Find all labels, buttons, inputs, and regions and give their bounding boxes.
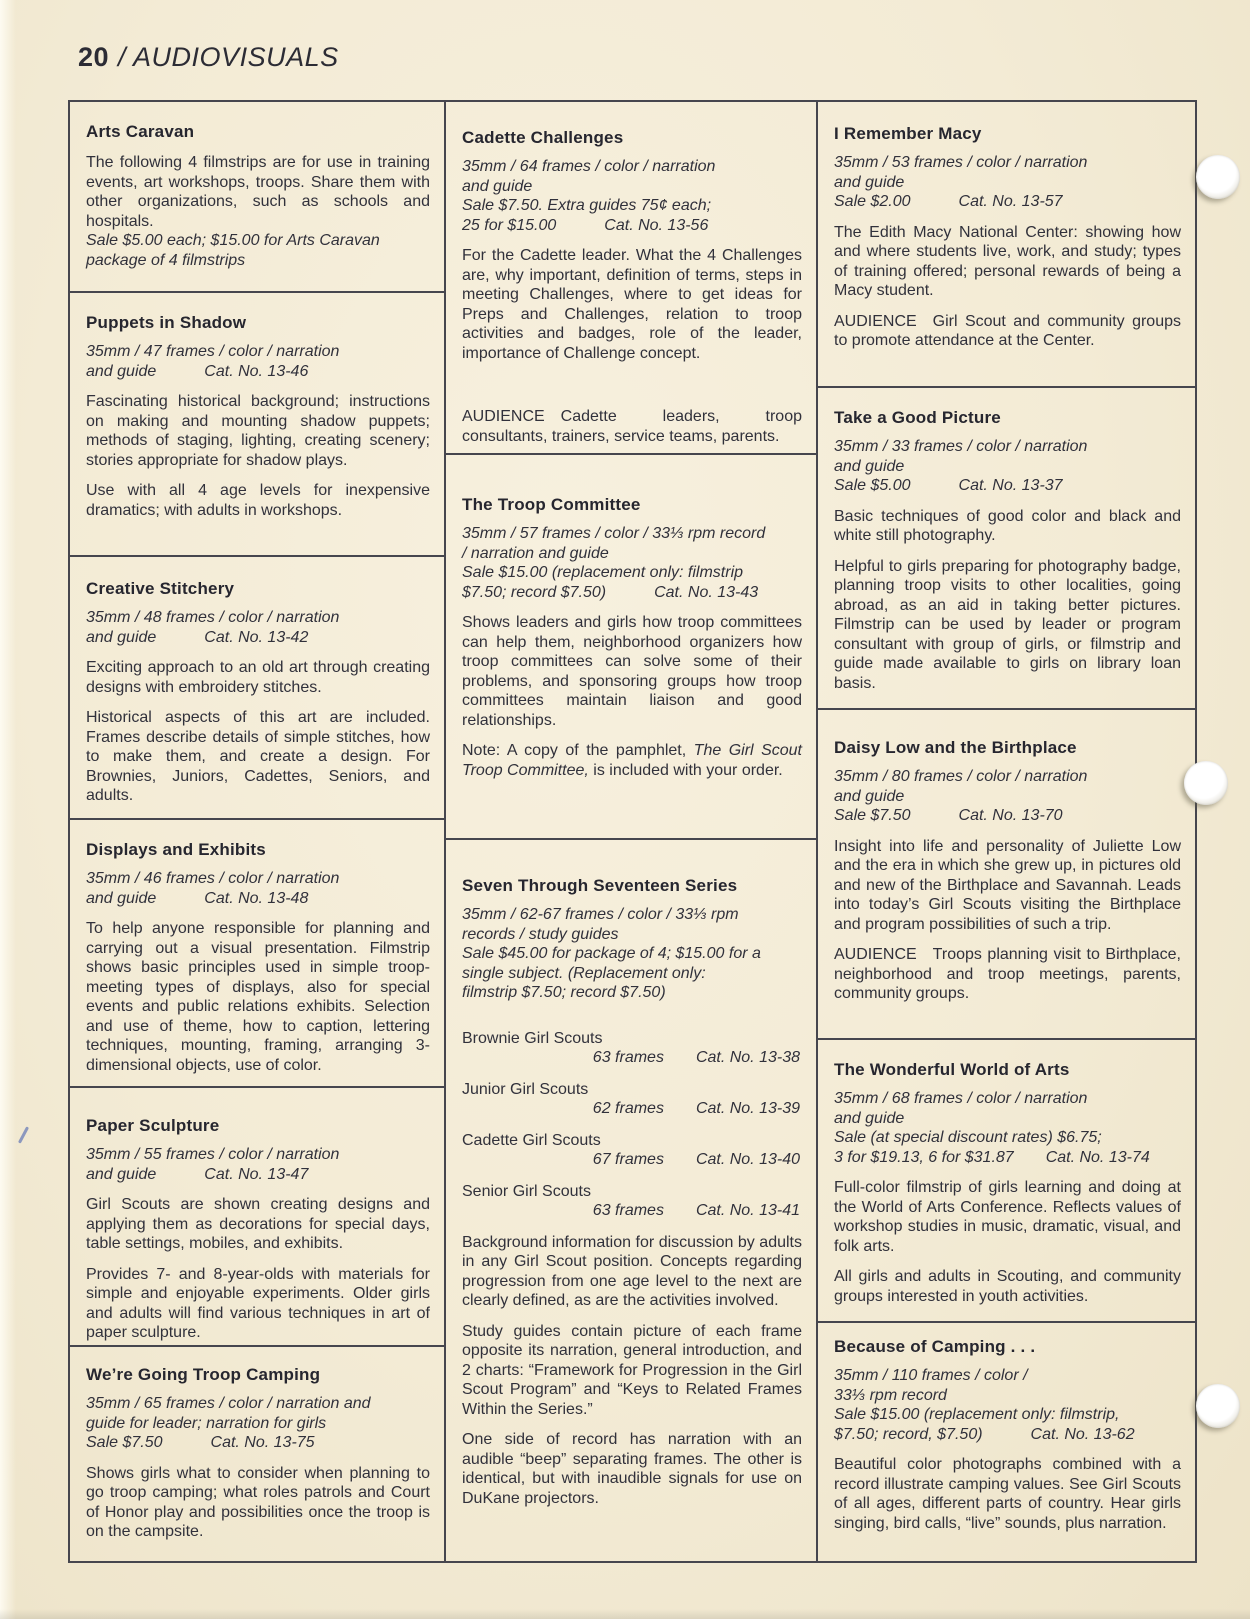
spec-line: 35mm / 53 frames / color / narration (834, 154, 1088, 171)
spec-line: guide for leader; narration for girls (86, 1414, 327, 1432)
entry-paragraph (462, 741, 802, 780)
entry-paragraph: Provides 7- and 8-year-olds with materials for simple and enjoyable experiments. Older girls and adults will find various techniques in art of paper sculpture. (86, 1265, 430, 1341)
entry-paragraph: Beautiful color photographs combined with a record illustrate camping values. See Girl Scouts of all ages, different parts of country. Hear girls singing, bird calls, “live” sounds, plus narration. (834, 1456, 1181, 1532)
catalog-entry (70, 1347, 444, 1561)
spec-line: Sale $5.00 each; $15.00 for Arts Caravan package of 4 filmstrips (86, 232, 380, 269)
entry-specs (834, 1366, 1181, 1444)
spec-line: Sale $2.00 Cat. No. 13-57 (834, 193, 1063, 210)
punch-hole-icon (1196, 155, 1240, 199)
spec-line: 35mm / 110 frames / color / (834, 1367, 1028, 1384)
entry-specs (462, 905, 802, 1003)
entry-specs (834, 767, 1181, 826)
entry-paragraph: Full-color filmstrip of girls learning and doing at the World of Arts Conference. Reflects values of workshop studies in music, dramatic, visual, and folk arts. (834, 1179, 1181, 1255)
entry-paragraph: Basic techniques of good color and black and white still photography. (834, 507, 1181, 544)
series-item-name: Brownie Girl Scouts (462, 1029, 603, 1047)
series-list (462, 1029, 802, 1221)
spec-line: 35mm / 80 frames / color / narration (834, 768, 1088, 785)
spec-line: 35mm / 68 frames / color / narration (834, 1090, 1088, 1107)
catalog-entry (818, 102, 1195, 388)
entry-paragraph: Shows girls what to consider when planning to go troop camping; what roles patrols and Court of Honor play and possibilities once the troop is on the campsite. (86, 1464, 430, 1540)
entry-specs (86, 869, 430, 908)
entry-paragraph: To help anyone responsible for planning and carrying out a visual presentation. Filmstrip shows basic principles used in simple troop-meeting types of displays, also for special events and public relations exhibits. Selection and use of theme, how to caption, lettering techniques, mounting, framing, arranging 3-dimensional objects, use of color. (86, 920, 430, 1074)
series-item-detail: 63 frames Cat. No. 13-41 (592, 1202, 800, 1219)
entry-title: We’re Going Troop Camping (86, 1365, 321, 1384)
spec-line: Sale $7.50. Extra guides 75¢ each; (462, 197, 712, 214)
paragraph-segment: Note: A copy of the pamphlet, (462, 742, 694, 759)
entry-specs (86, 608, 430, 647)
entry-title: Because of Camping . . . (834, 1337, 1036, 1356)
catalog-entry (70, 820, 444, 1088)
entry-paragraph: AUDIENCE Troops planning visit to Birthplace, neighborhood and troop meetings, parents, community groups. (834, 946, 1181, 1002)
entry-paragraph: Girl Scouts are shown creating designs and applying them as decorations for special days, table settings, mobiles, and exhibits. (86, 1196, 430, 1252)
catalog-column (446, 102, 818, 1561)
entry-paragraph: Study guides contain picture of each frame opposite its narration, general introduction, and 2 charts: “Framework for Progression in the Girl Scout Program” and “Keys to Related Frames Within the Series.” (462, 1322, 802, 1418)
catalog-entry (818, 1040, 1195, 1323)
catalog-entry (70, 102, 444, 293)
entry-specs (834, 1089, 1181, 1167)
entry-title: The Wonderful World of Arts (834, 1060, 1070, 1079)
series-item-detail: 62 frames Cat. No. 13-39 (592, 1100, 800, 1117)
entry-title: Creative Stitchery (86, 579, 235, 598)
catalog-column (818, 102, 1195, 1561)
spec-line: and guide Cat. No. 13-48 (86, 889, 309, 907)
paragraph-segment: is included with your order. (588, 761, 783, 779)
catalog-entry (818, 388, 1195, 710)
spec-line: and guide (834, 787, 905, 805)
entry-specs (834, 153, 1181, 212)
spec-line: single subject. (Replacement only: (462, 964, 706, 982)
spec-line: 25 for $15.00 Cat. No. 13-56 (462, 216, 709, 234)
spec-line: and guide (462, 177, 533, 195)
spec-line: Sale $15.00 (replacement only: filmstrip, (834, 1406, 1120, 1423)
entry-paragraph: Background information for discussion by adults in any Girl Scout position. Concepts regarding progression from one age level to the next are clearly defined, as are the activities involved. (462, 1233, 802, 1309)
series-item-detail: 67 frames Cat. No. 13-40 (592, 1151, 800, 1168)
series-item (462, 1029, 802, 1068)
entry-title: Seven Through Seventeen Series (462, 876, 738, 895)
entry-specs (834, 437, 1181, 496)
spec-line: and guide Cat. No. 13-47 (86, 1165, 309, 1183)
entry-specs (86, 1145, 430, 1184)
scan-edge-left (0, 0, 16, 1619)
entry-title: The Troop Committee (462, 495, 641, 514)
spec-line: and guide (834, 173, 905, 191)
series-item-name: Cadette Girl Scouts (462, 1131, 601, 1149)
spec-line: Sale (at special discount rates) $6.75; (834, 1129, 1102, 1146)
pamphlet-title: The Girl Scout Troop Committee, (462, 742, 802, 779)
catalog-entry (70, 293, 444, 557)
entry-paragraph: AUDIENCE Cadette leaders, troop consultants, trainers, service teams, parents. (462, 408, 802, 445)
entry-paragraph: For the Cadette leader. What the 4 Challenges are, why important, definition of terms, steps in meeting Challenges, where to get ideas for Preps and Challenges, relation to troop activities and badges, role of the leader, importance of Challenge concept. (462, 247, 802, 362)
entry-paragraph: All girls and adults in Scouting, and community groups interested in youth activities. (834, 1268, 1181, 1305)
catalog-entry (446, 102, 816, 455)
catalog-entry (818, 1323, 1195, 1561)
entry-paragraph: Shows leaders and girls how troop committees can help them, neighborhood organizers how troop committees can solve some of their problems, and sponsoring groups how troop committees maintain liaison and good relationships. (462, 614, 802, 729)
spec-line: 35mm / 46 frames / color / narration (86, 870, 340, 887)
entry-paragraph: The following 4 filmstrips are for use in training events, art workshops, troops. Share them with other organizations, such as schools and hospitals. (86, 154, 430, 230)
entry-title: Cadette Challenges (462, 128, 624, 147)
catalog-entry (446, 455, 816, 840)
spec-line: 35mm / 62-67 frames / color / 33⅓ rpm (462, 906, 739, 923)
spec-line: 35mm / 33 frames / color / narration (834, 438, 1088, 455)
spec-line: Sale $7.50 Cat. No. 13-75 (86, 1434, 315, 1451)
spec-line: and guide (834, 457, 905, 475)
spec-line: Sale $7.50 Cat. No. 13-70 (834, 807, 1063, 824)
spec-line: and guide Cat. No. 13-42 (86, 628, 309, 646)
spec-line: / narration and guide (462, 544, 609, 562)
spec-line: 35mm / 47 frames / color / narration (86, 343, 340, 360)
entry-paragraph: Use with all 4 age levels for inexpensive dramatics; with adults in workshops. (86, 482, 430, 519)
entry-title: Arts Caravan (86, 122, 195, 141)
spec-line: 3 for $19.13, 6 for $31.87 Cat. No. 13-74 (834, 1148, 1150, 1166)
spec-line: Sale $5.00 Cat. No. 13-37 (834, 477, 1063, 494)
entry-specs (86, 231, 430, 270)
series-item (462, 1131, 802, 1170)
scan-edge-bottom (0, 1609, 1250, 1619)
entry-specs (462, 524, 802, 602)
entry-title: Daisy Low and the Birthplace (834, 738, 1077, 757)
spec-line: 35mm / 57 frames / color / 33⅓ rpm record (462, 525, 766, 542)
entry-paragraph: Fascinating historical background; instructions on making and mounting shadow puppets; methods of staging, lighting, creating scenery; stories appropriate for shadow plays. (86, 393, 430, 469)
entry-title: Displays and Exhibits (86, 840, 266, 859)
entry-title: I Remember Macy (834, 124, 982, 143)
page-number: 20 (78, 42, 110, 72)
spec-line: $7.50; record, $7.50) Cat. No. 13-62 (834, 1425, 1135, 1443)
spec-line: $7.50; record $7.50) Cat. No. 13-43 (462, 583, 759, 601)
catalog-entry (70, 557, 444, 820)
entry-paragraph: Insight into life and personality of Juliette Low and the era in which she grew up, in pictures old and new of the Birthplace and Savannah. Leads into today’s Girl Scouts visiting the Birthplace and program possibilities of such a trip. (834, 837, 1181, 933)
entry-paragraph: AUDIENCE Girl Scout and community groups to promote attendance at the Center. (834, 312, 1181, 349)
entry-specs (462, 157, 802, 235)
catalog-grid (68, 100, 1197, 1563)
entry-paragraph: Helpful to girls preparing for photography badge, planning troop visits to other localities, going abroad, as an aid in taking better pictures. Filmstrip can be used by leader or program consultant with group of girls, or filmstrip and guide made available to girls on library loan basis. (834, 557, 1181, 692)
catalog-entry (446, 840, 816, 1561)
spec-line: records / study guides (462, 925, 619, 943)
entry-title: Paper Sculpture (86, 1116, 220, 1135)
page-header (78, 42, 339, 73)
series-item-name: Junior Girl Scouts (462, 1080, 589, 1098)
catalog-entry (818, 710, 1195, 1040)
spec-line: 35mm / 64 frames / color / narration (462, 158, 716, 175)
series-item-detail: 63 frames Cat. No. 13-38 (592, 1049, 800, 1066)
entry-paragraph: The Edith Macy National Center: showing how and where students live, work, and study; types of training offered; personal rewards of being a Macy student. (834, 223, 1181, 299)
entry-specs (86, 1394, 430, 1453)
spec-line: 35mm / 55 frames / color / narration (86, 1146, 340, 1163)
pen-mark (18, 1126, 29, 1143)
spec-line: 33⅓ rpm record (834, 1386, 947, 1404)
series-item (462, 1182, 802, 1221)
spec-line: and guide Cat. No. 13-46 (86, 362, 309, 380)
spec-line: 35mm / 48 frames / color / narration (86, 609, 340, 626)
page-section-title: / AUDIOVISUALS (118, 42, 339, 72)
catalog-entry (70, 1088, 444, 1347)
spec-line: filmstrip $7.50; record $7.50) (462, 984, 666, 1001)
spec-line: Sale $45.00 for package of 4; $15.00 for a (462, 945, 761, 962)
catalog-column (70, 102, 446, 1561)
entry-paragraph: Historical aspects of this art are included. Frames describe details of simple stitches, how to make them, and create a design. For Brownies, Juniors, Cadettes, Seniors, and adults. (86, 709, 430, 804)
spec-line: and guide (834, 1109, 905, 1127)
entry-title: Take a Good Picture (834, 408, 1001, 427)
spec-line: 35mm / 65 frames / color / narration and (86, 1395, 371, 1412)
punch-hole-icon (1184, 761, 1228, 805)
punch-hole-icon (1196, 1384, 1240, 1428)
spec-line: Sale $15.00 (replacement only: filmstrip (462, 564, 744, 581)
entry-paragraph: Exciting approach to an old art through creating designs with embroidery stitches. (86, 659, 430, 696)
entry-specs (86, 342, 430, 381)
entry-paragraph: One side of record has narration with an audible “beep” separating frames. The other is identical, but with inaudible signals for use on DuKane projectors. (462, 1431, 802, 1507)
series-item-name: Senior Girl Scouts (462, 1182, 591, 1200)
series-item (462, 1080, 802, 1119)
entry-title: Puppets in Shadow (86, 313, 247, 332)
